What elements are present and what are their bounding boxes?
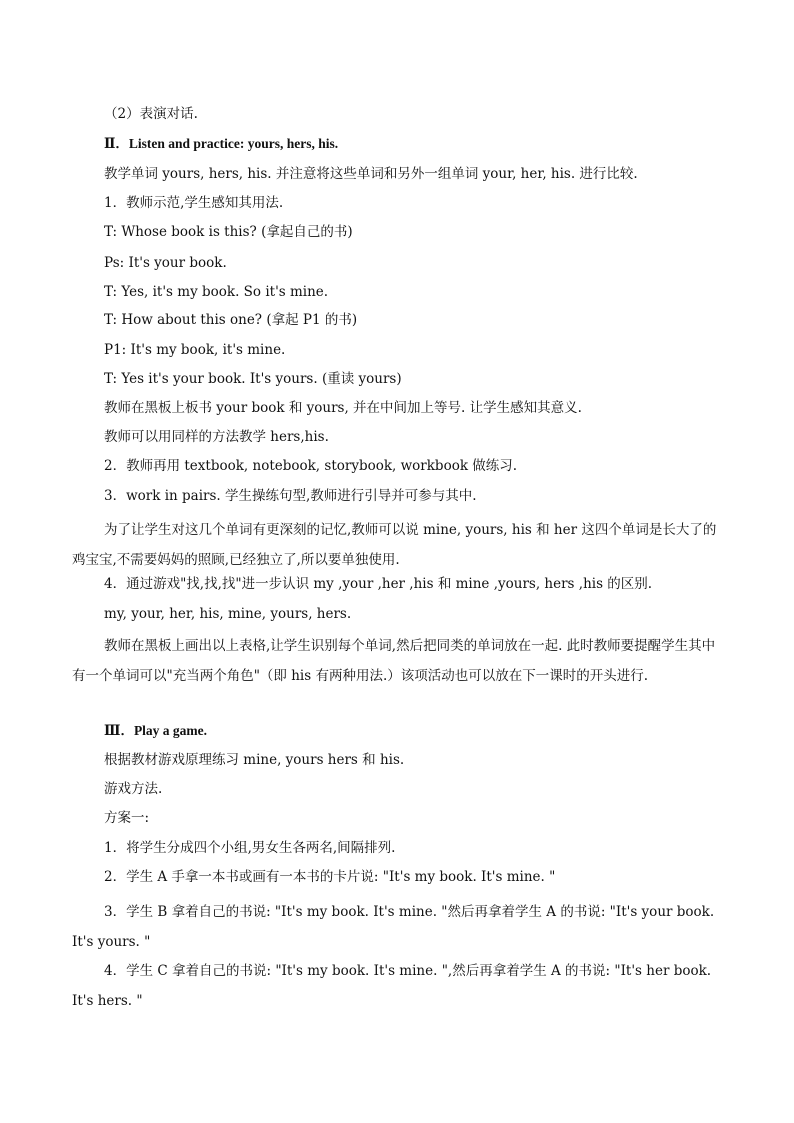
text-line: 2．教师再用 textbook, notebook, storybook, workbook 做练习. <box>104 458 518 474</box>
dialogue-line: Ps: It's your book. <box>104 255 227 271</box>
text-line: 教学单词 yours, hers, his. 并注意将这些单词和另外一组单词 your, her, his. 进行比较. <box>104 166 638 182</box>
text-line: 1．教师示范,学生感知其用法. <box>104 195 284 211</box>
text-line: 1．将学生分成四个小组,男女生各两名,间隔排列. <box>104 840 396 856</box>
text-line: 方案一: <box>104 810 150 826</box>
text-line: 教师可以用同样的方法教学 hers,his. <box>104 429 329 445</box>
dialogue-line: T: Whose book is this? (拿起自己的书) <box>104 224 353 240</box>
word-list: my, your, her, his, mine, yours, hers. <box>104 606 352 622</box>
dialogue-line: T: How about this one? (拿起 P1 的书) <box>104 312 358 328</box>
section-heading: Ⅲ．Play a game. <box>104 723 208 738</box>
text-line: 根据教材游戏原理练习 mine, yours hers 和 his. <box>104 752 405 768</box>
dialogue-line: T: Yes it's your book. It's yours. (重读 yours) <box>104 371 402 387</box>
paragraph: 为了让学生对这几个单词有更深刻的记忆,教师可以说 mine, yours, his 和 her 这四个单词是长大了的鸡宝宝,不需要妈妈的照顾,已经独立了,所以要单独使用. <box>72 522 717 568</box>
section-heading: Ⅱ．Listen and practice: yours, hers, his. <box>104 136 339 151</box>
text-line: 游戏方法. <box>104 781 163 797</box>
text-line: 3．work in pairs. 学生操练句型,教师进行引导并可参与其中. <box>104 488 477 504</box>
dialogue-line: P1: It's my book, it's mine. <box>104 342 286 358</box>
text-line: （2）表演对话. <box>104 106 198 122</box>
paragraph: 4．学生 C 拿着自己的书说: "It's my book. It's mine. ",然后再拿着学生 A 的书说: "It's her book. It's hers. " <box>72 963 712 1009</box>
paragraph: 教师在黑板上画出以上表格,让学生识别每个单词,然后把同类的单词放在一起. 此时教师要提醒学生其中有一个单词可以"充当两个角色"（即 his 有两种用法.）该项活动也可以放在下一课时的开头进行. <box>72 638 716 684</box>
dialogue-line: T: Yes, it's my book. So it's mine. <box>104 284 329 300</box>
paragraph: 3．学生 B 拿着自己的书说: "It's my book. It's mine. "然后再拿着学生 A 的书说: "It's your book. It's yours. " <box>72 904 715 950</box>
text-line: 4．通过游戏"找,找,找"进一步认识 my ,your ,her ,his 和 mine ,yours, hers ,his 的区别. <box>104 576 653 592</box>
text-line: 教师在黑板上板书 your book 和 yours, 并在中间加上等号. 让学生感知其意义. <box>104 400 582 416</box>
text-line: 2．学生 A 手拿一本书或画有一本书的卡片说: "It's my book. It's mine. " <box>104 869 556 885</box>
